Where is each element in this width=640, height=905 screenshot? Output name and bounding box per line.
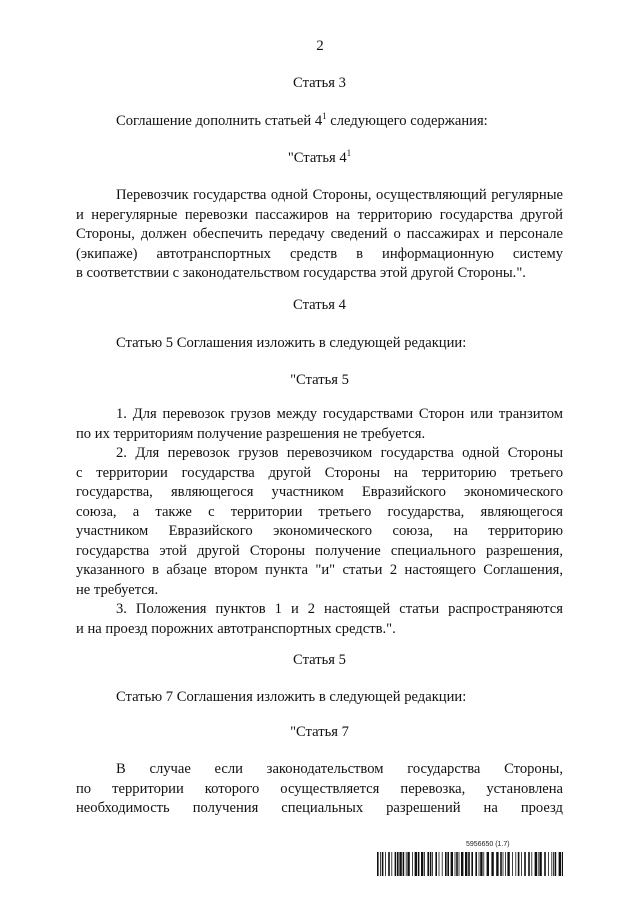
article-4-intro: Статью 5 Соглашения изложить в следующей редакции:	[116, 335, 467, 351]
paragraph-line: государства этой другой Стороны получение специального разрешения,	[76, 542, 563, 559]
paragraph-line: В случае если законодательством государства Стороны,	[116, 761, 563, 777]
article-7-paragraph	[76, 760, 563, 819]
article-7-quote-heading: "Статья 7	[290, 724, 349, 740]
paragraph-line: (экипаже) автотранспортных средств в информационную систему	[76, 245, 563, 262]
paragraph-line: 2. Для перевозок грузов перевозчиком государства одной Стороны	[116, 445, 563, 461]
article-5-paragraph-1	[76, 405, 563, 444]
paragraph-line: с территории государства другой Стороны на территорию третьего	[76, 464, 563, 481]
article-5-heading: Статья 5	[293, 652, 346, 668]
page-number: 2	[316, 38, 324, 54]
paragraph-line: необходимость получения специальных разрешений на проезд	[76, 800, 563, 816]
superscript: 1	[346, 148, 352, 158]
paragraph-line: Стороны, должен обеспечить передачу сведений о пассажирах и персонале	[76, 226, 563, 242]
barcode-icon	[377, 852, 563, 876]
article-5-paragraph-2	[76, 444, 563, 600]
paragraph-line: 3. Положения пунктов 1 и 2 настоящей статьи распространяются	[116, 601, 563, 617]
article-5-intro: Статью 7 Соглашения изложить в следующей редакции:	[116, 689, 467, 705]
superscript: 1	[322, 111, 327, 121]
paragraph-line: участником Евразийского экономического союза, на территорию	[76, 523, 563, 539]
paragraph-line: и нерегулярные перевозки пассажиров на территорию государства другой	[76, 206, 563, 223]
paragraph-line: Перевозчик государства одной Стороны, осуществляющий регулярные	[116, 187, 563, 203]
paragraph-line: указанного в абзаце втором пункта "и" статьи 2 настоящего Соглашения,	[76, 562, 563, 578]
article-3-heading: Статья 3	[293, 75, 346, 91]
paragraph-line: не требуется.	[76, 581, 159, 598]
paragraph-line: в соответствии с законодательством государства этой другой Стороны.".	[76, 265, 526, 281]
article-4-heading: Статья 4	[293, 297, 346, 313]
paragraph-line: по территории которого осуществляется перевозка, установлена	[76, 780, 563, 797]
paragraph-line: по их территориям получение разрешения не требуется.	[76, 425, 426, 442]
paragraph-line: союза, а также с территории третьего государства, являющегося	[76, 503, 563, 520]
article-5-quote-heading: "Статья 5	[290, 372, 349, 388]
article-4-1-paragraph	[76, 186, 563, 284]
paragraph-line: и на проезд порожних автотранспортных средств.".	[76, 620, 396, 637]
article-4-1-quote-heading: "Статья $4^1$	[287, 148, 352, 166]
article-5-paragraph-3	[76, 600, 563, 639]
paragraph-line: государства, являющегося участником Евразийского экономического	[76, 484, 563, 500]
article-3-intro: Соглашение дополнить статьей $4^1$ следующего содержания:	[116, 111, 488, 129]
barcode-number: 5956650 (1.7)	[466, 841, 510, 848]
paragraph-line: 1. Для перевозок грузов между государствами Сторон или транзитом	[116, 406, 563, 422]
